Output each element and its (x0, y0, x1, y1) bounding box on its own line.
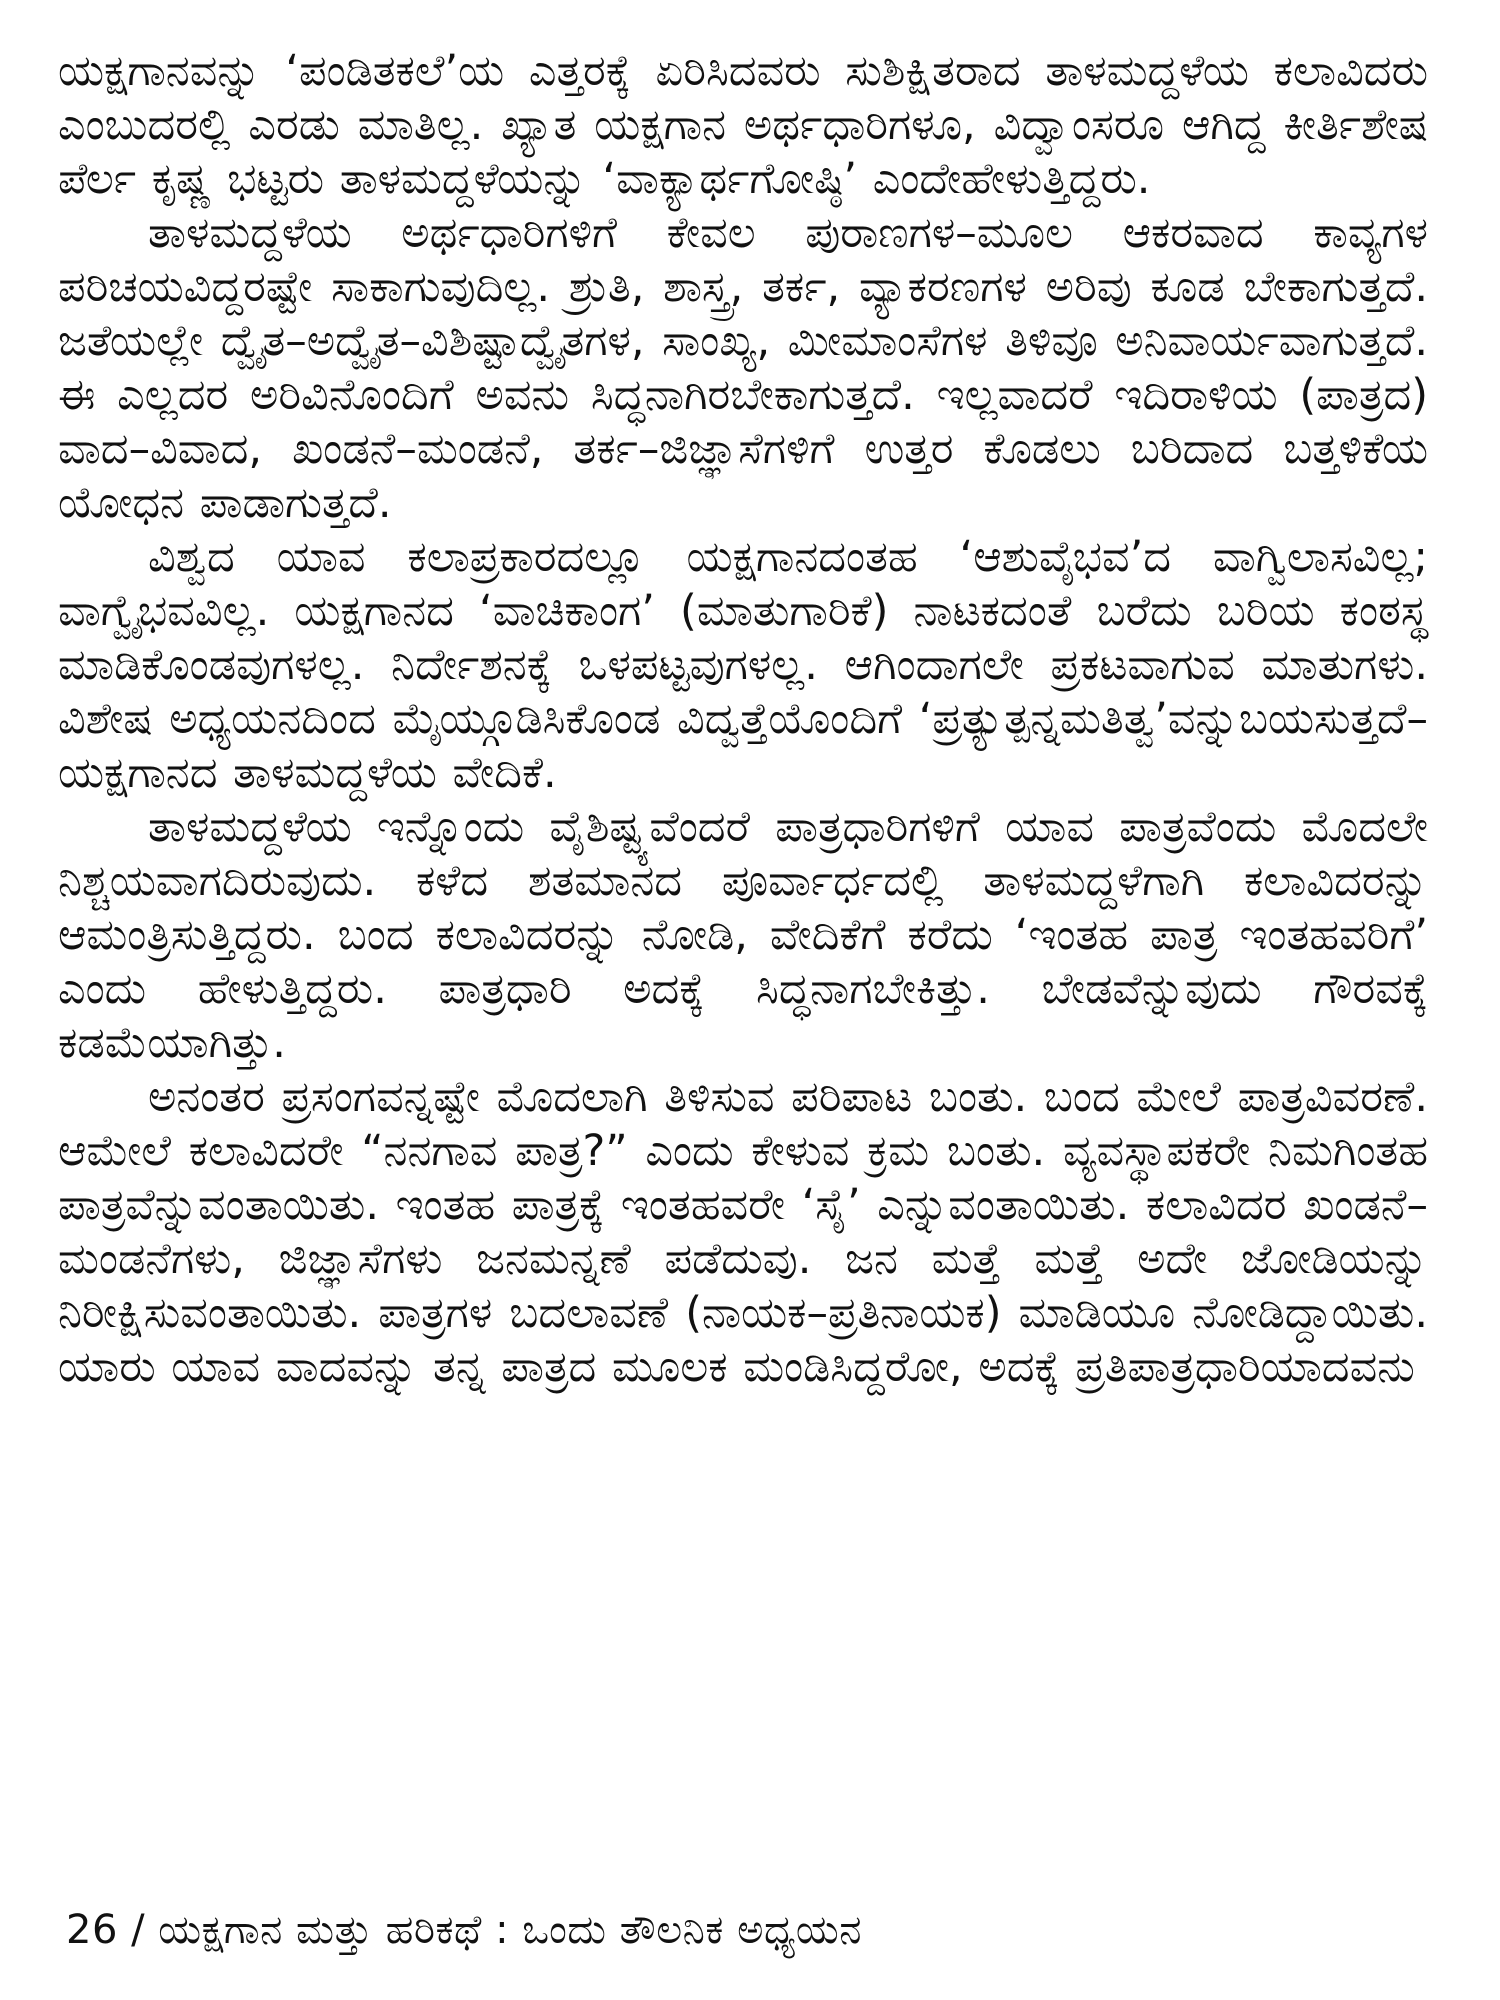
page-footer: 26 / ಯಕ್ಷಗಾನ ಮತ್ತು ಹರಿಕಥೆ : ಒಂದು ತೌಲನಿಕ ಅಧ್ಯಯನ (66, 1907, 862, 1953)
paragraph-4: ತಾಳಮದ್ದಳೆಯ ಇನ್ನೊಂದು ವೈಶಿಷ್ಟ್ಯವೆಂದರೆ ಪಾತ್ರಧಾರಿಗಳಿಗೆ ಯಾವ ಪಾತ್ರವೆಂದು ಮೊದಲೇ ನಿಶ್ಚಯವಾಗದಿರುವುದು. ಕಳೆದ ಶತಮಾನದ ಪೂರ್ವಾರ್ಧದಲ್ಲಿ ತಾಳಮದ್ದಳೆಗಾಗಿ ಕಲಾವಿದರನ್ನು ಆಮಂತ್ರಿಸುತ್ತಿದ್ದರು. ಬಂದ ಕಲಾವಿದರನ್ನು ನೋಡಿ, ವೇದಿಕೆಗೆ ಕರೆದು ‘ಇಂತಹ ಪಾತ್ರ ಇಂತಹವರಿಗೆ’ ಎಂದು ಹೇಳುತ್ತಿದ್ದರು. ಪಾತ್ರಧಾರಿ ಅದಕ್ಕೆ ಸಿದ್ಧನಾಗಬೇಕಿತ್ತು. ಬೇಡವೆನ್ನುವುದು ಗೌರವಕ್ಕೆ ಕಡಮೆಯಾಗಿತ್ತು. (58, 802, 1428, 1068)
paragraph-1: ಯಕ್ಷಗಾನವನ್ನು ‘ಪಂಡಿತಕಲೆ’ಯ ಎತ್ತರಕ್ಕೆ ಏರಿಸಿದವರು ಸುಶಿಕ್ಷಿತರಾದ ತಾಳಮದ್ದಳೆಯ ಕಲಾವಿದರು ಎಂಬುದರಲ್ಲಿ ಎರಡು ಮಾತಿಲ್ಲ. ಖ್ಯಾತ ಯಕ್ಷಗಾನ ಅರ್ಥಧಾರಿಗಳೂ, ವಿದ್ವಾಂಸರೂ ಆಗಿದ್ದ ಕೀರ್ತಿಶೇಷ ಪೆರ್ಲ ಕೃಷ್ಣ ಭಟ್ಟರು ತಾಳಮದ್ದಳೆಯನ್ನು ‘ವಾಕ್ಯಾರ್ಥಗೋಷ್ಠಿ’ ಎಂದೇಹೇಳುತ್ತಿದ್ದರು. (58, 46, 1428, 204)
page-body (58, 44, 1428, 1394)
paragraph-5: ಅನಂತರ ಪ್ರಸಂಗವನ್ನಷ್ಟೇ ಮೊದಲಾಗಿ ತಿಳಿಸುವ ಪರಿಪಾಟ ಬಂತು. ಬಂದ ಮೇಲೆ ಪಾತ್ರವಿವರಣೆ. ಆಮೇಲೆ ಕಲಾವಿದರೇ “ನನಗಾವ ಪಾತ್ರ?” ಎಂದು ಕೇಳುವ ಕ್ರಮ ಬಂತು. ವ್ಯವಸ್ಥಾಪಕರೇ ನಿಮಗಿಂತಹ ಪಾತ್ರವೆನ್ನುವಂತಾಯಿತು. ಇಂತಹ ಪಾತ್ರಕ್ಕೆ ಇಂತಹವರೇ ‘ಸೈ’ ಎನ್ನುವಂತಾಯಿತು. ಕಲಾವಿದರ ಖಂಡನೆ–ಮಂಡನೆಗಳು, ಜಿಜ್ಞಾಸೆಗಳು ಜನಮನ್ನಣೆ ಪಡೆದುವು. ಜನ ಮತ್ತೆ ಮತ್ತೆ ಅದೇ ಜೋಡಿಯನ್ನು ನಿರೀಕ್ಷಿಸುವಂತಾಯಿತು. ಪಾತ್ರಗಳ ಬದಲಾವಣೆ (ನಾಯಕ–ಪ್ರತಿನಾಯಕ) ಮಾಡಿಯೂ ನೋಡಿದ್ದಾಯಿತು. ಯಾರು ಯಾವ ವಾದವನ್ನು ತನ್ನ ಪಾತ್ರದ ಮೂಲಕ ಮಂಡಿಸಿದ್ದರೋ, ಅದಕ್ಕೆ ಪ್ರತಿಪಾತ್ರಧಾರಿಯಾದವನು (58, 1072, 1428, 1392)
paragraph-3: ವಿಶ್ವದ ಯಾವ ಕಲಾಪ್ರಕಾರದಲ್ಲೂ ಯಕ್ಷಗಾನದಂತಹ ‘ಆಶುವೈಭವ’ದ ವಾಗ್ವಿಲಾಸವಿಲ್ಲ; ವಾಗ್ವೈಭವವಿಲ್ಲ. ಯಕ್ಷಗಾನದ ‘ವಾಚಿಕಾಂಗ’ (ಮಾತುಗಾರಿಕೆ) ನಾಟಕದಂತೆ ಬರೆದು ಬರಿಯ ಕಂಠಸ್ಥ ಮಾಡಿಕೊಂಡವುಗಳಲ್ಲ. ನಿರ್ದೇಶನಕ್ಕೆ ಒಳಪಟ್ಟವುಗಳಲ್ಲ. ಆಗಿಂದಾಗಲೇ ಪ್ರಕಟವಾಗುವ ಮಾತುಗಳು. ವಿಶೇಷ ಅಧ್ಯಯನದಿಂದ ಮೈಯ್ಗೂಡಿಸಿಕೊಂಡ ವಿದ್ವತ್ತೆಯೊಂದಿಗೆ ‘ಪ್ರತ್ಯುತ್ಪನ್ನಮತಿತ್ವ’ವನ್ನುಬಯಸುತ್ತದೆ– ಯಕ್ಷಗಾನದ ತಾಳಮದ್ದಳೆಯ ವೇದಿಕೆ. (58, 532, 1428, 798)
paragraph-2: ತಾಳಮದ್ದಳೆಯ ಅರ್ಥಧಾರಿಗಳಿಗೆ ಕೇವಲ ಪುರಾಣಗಳ–ಮೂಲ ಆಕರವಾದ ಕಾವ್ಯಗಳ ಪರಿಚಯವಿದ್ದರಷ್ಟೇ ಸಾಕಾಗುವುದಿಲ್ಲ. ಶ್ರುತಿ, ಶಾಸ್ತ್ರ, ತರ್ಕ, ವ್ಯಾಕರಣಗಳ ಅರಿವು ಕೂಡ ಬೇಕಾಗುತ್ತದೆ. ಜತೆಯಲ್ಲೇ ದ್ವೈತ–ಅದ್ವೈತ–ವಿಶಿಷ್ಟಾದ್ವೈತಗಳ, ಸಾಂಖ್ಯ, ಮೀಮಾಂಸೆಗಳ ತಿಳಿವೂ ಅನಿವಾರ್ಯವಾಗುತ್ತದೆ. ಈ ಎಲ್ಲದರ ಅರಿವಿನೊಂದಿಗೆ ಅವನು ಸಿದ್ಧನಾಗಿರಬೇಕಾಗುತ್ತದೆ. ಇಲ್ಲವಾದರೆ ಇದಿರಾಳಿಯ (ಪಾತ್ರದ) ವಾದ–ವಿವಾದ, ಖಂಡನೆ–ಮಂಡನೆ, ತರ್ಕ–ಜಿಜ್ಞಾಸೆಗಳಿಗೆ ಉತ್ತರ ಕೊಡಲು ಬರಿದಾದ ಬತ್ತಳಿಕೆಯ ಯೋಧನ ಪಾಡಾಗುತ್ತದೆ. (58, 208, 1428, 528)
